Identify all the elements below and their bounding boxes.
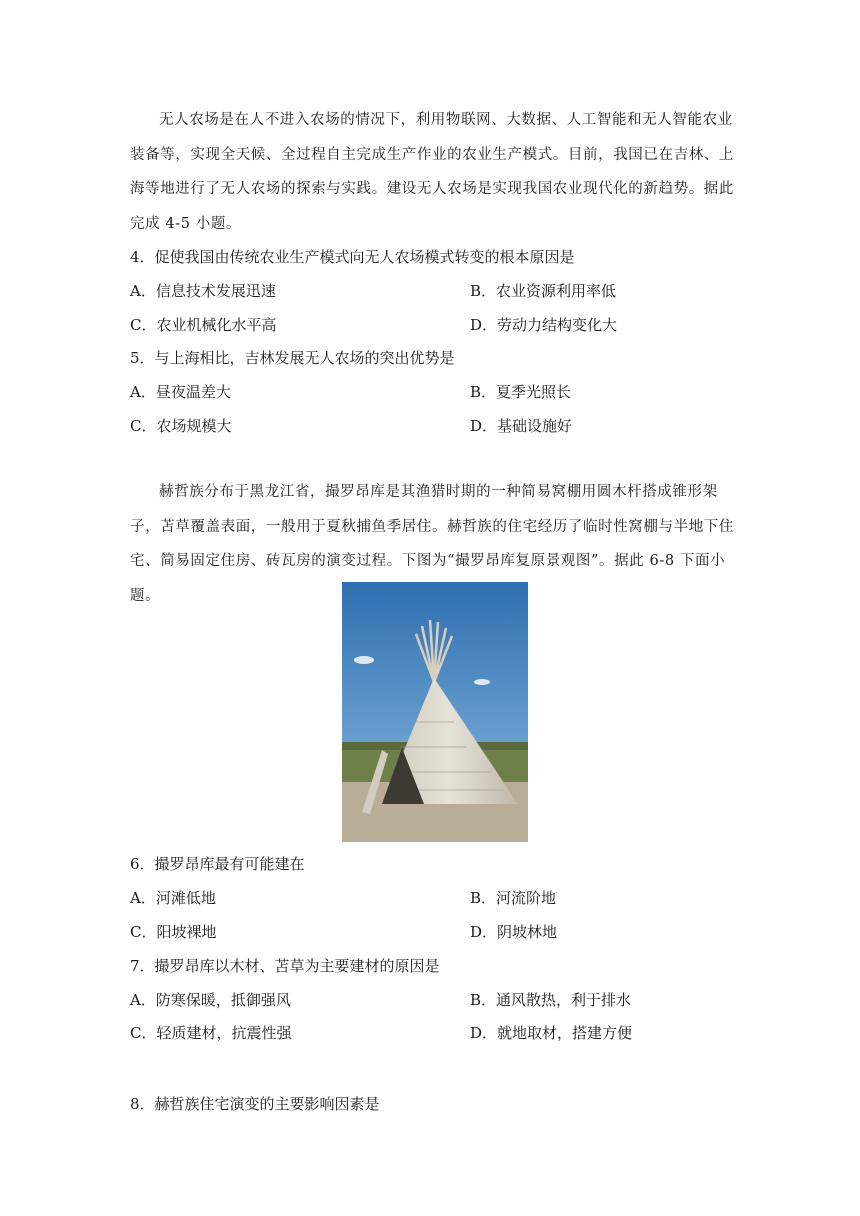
question-6-option-d: D．阴坡林地: [470, 923, 558, 941]
teepee-illustration: [342, 582, 528, 842]
question-5-option-c: C．农场规模大: [130, 417, 232, 435]
question-5-stem: 5．与上海相比，吉林发展无人农场的突出优势是: [130, 349, 455, 367]
cloud: [474, 679, 490, 685]
question-4-option-b: B．农业资源利用率低: [470, 282, 617, 300]
question-7-option-c: C．轻质建材，抗震性强: [130, 1024, 292, 1042]
question-7-option-a: A．防寒保暖，抵御强风: [130, 991, 291, 1009]
question-5-option-d: D．基础设施好: [470, 417, 573, 435]
question-4-option-d: D．劳动力结构变化大: [470, 316, 618, 334]
question-4-option-a: A．信息技术发展迅速: [130, 282, 276, 300]
question-5-option-a: A．昼夜温差大: [130, 383, 231, 401]
question-4-option-c: C．农业机械化水平高: [130, 316, 277, 334]
cloud: [354, 656, 374, 664]
question-6-stem: 6．撮罗昂库最有可能建在: [130, 855, 305, 873]
question-6-option-c: C．阳坡裸地: [130, 923, 217, 941]
question-4-stem: 4．促使我国由传统农业生产模式向无人农场模式转变的根本原因是: [130, 248, 575, 266]
cuoluoangku-photo: [342, 582, 528, 842]
passage-hezhe-dwelling: 赫哲族分布于黑龙江省，撮罗昂库是其渔猎时期的一种简易窝棚用圆木杆搭成锥形架子，苫草覆盖表面，一般用于夏秋捕鱼季居住。赫哲族的住宅经历了临时性窝棚与半地下住宅、简易固定住房、砖瓦房的演变过程。下图为“撮罗昂库复原景观图”。据此 6-8 下面小题。: [130, 484, 734, 604]
question-7-option-b: B．通风散热，利于排水: [470, 991, 632, 1009]
question-6-option-a: A．河滩低地: [130, 889, 216, 907]
question-6-option-b: B．河流阶地: [470, 889, 557, 907]
question-7-option-d: D．就地取材，搭建方便: [470, 1024, 633, 1042]
question-8-stem: 8．赫哲族住宅演变的主要影响因素是: [130, 1095, 380, 1113]
question-5-option-b: B．夏季光照长: [470, 383, 572, 401]
question-7-stem: 7．撮罗昂库以木材、苫草为主要建材的原因是: [130, 957, 440, 975]
passage-unmanned-farm: 无人农场是在人不进入农场的情况下，利用物联网、大数据、人工智能和无人智能农业装备等，实现全天候、全过程自主完成生产作业的农业生产模式。目前，我国已在吉林、上海等地进行了无人农场的探索与实践。建设无人农场是实现我国农业现代化的新趋势。据此完成 4-5 小题。: [130, 112, 734, 232]
